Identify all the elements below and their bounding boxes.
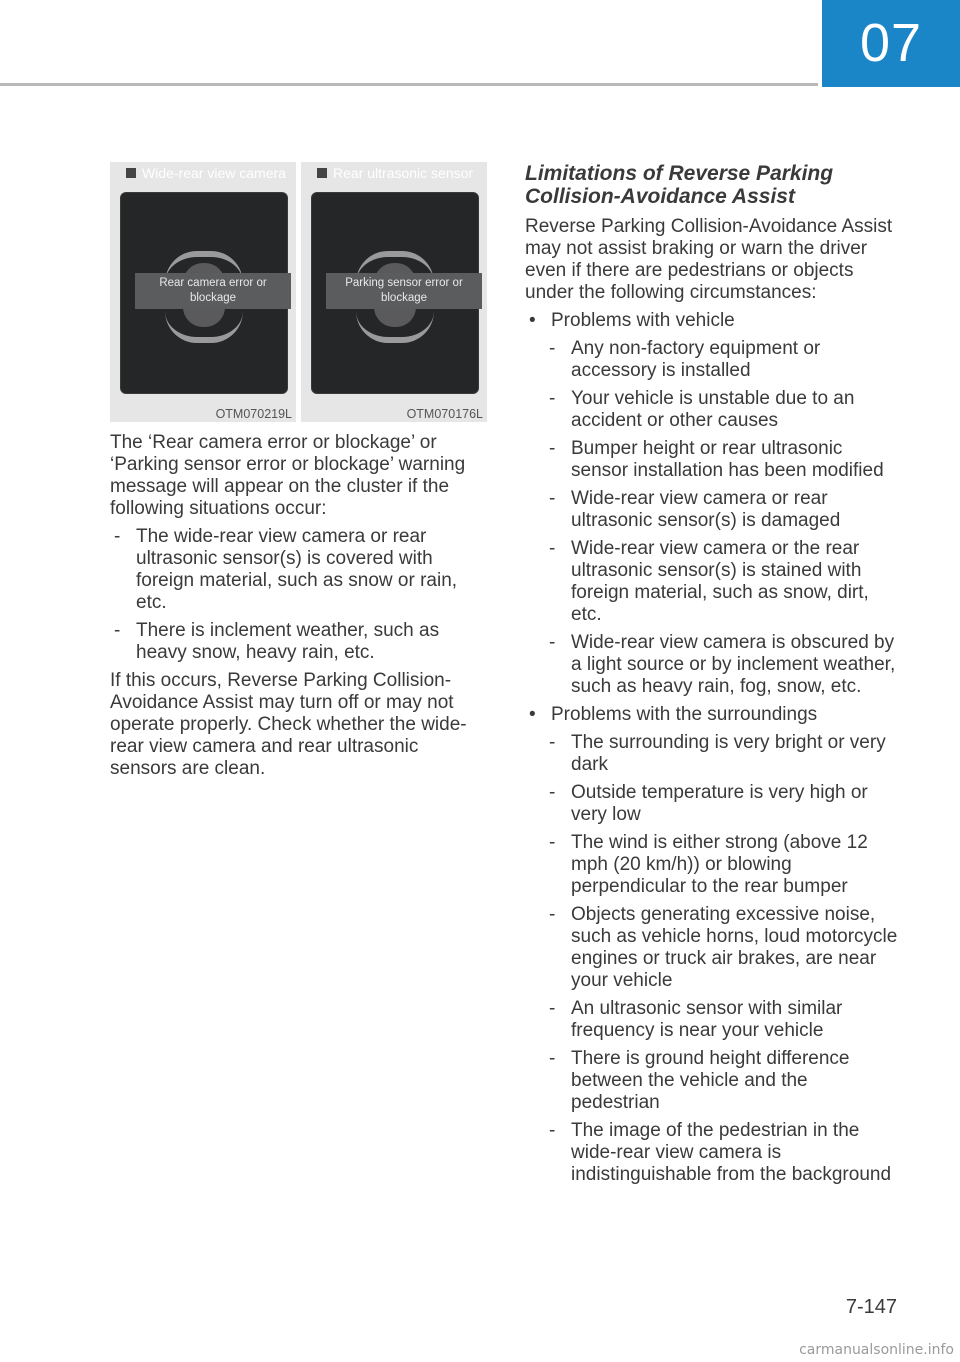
cluster-display bbox=[311, 192, 479, 394]
list-item: - Wide-rear view camera or the rear ultrasonic sensor(s) is stained with foreign material, such as snow, dirt, etc. bbox=[545, 538, 900, 626]
square-bullet-icon bbox=[317, 168, 327, 178]
figure-caption: Rear ultrasonic sensor bbox=[317, 166, 477, 181]
cluster-display bbox=[120, 192, 288, 394]
list-item: - There is ground height difference between the vehicle and the pedestrian bbox=[545, 1048, 900, 1114]
figure-rear-camera bbox=[110, 162, 296, 422]
list-item: - Objects generating excessive noise, such as vehicle horns, loud motorcycle engines or truck air brakes, are near your vehicle bbox=[545, 904, 900, 992]
warning-message: Rear camera error or blockage bbox=[135, 273, 291, 309]
bullet-item: • Problems with vehicle bbox=[525, 310, 900, 332]
sensor-arc-icon bbox=[356, 311, 434, 343]
chapter-tab: 07 bbox=[822, 0, 960, 87]
section-heading: Limitations of Reverse Parking Collision-Avoidance Assist bbox=[525, 162, 834, 208]
list-item: - Wide-rear view camera is obscured by a light source or by inclement weather, such as heavy rain, fog, snow, etc. bbox=[545, 632, 900, 698]
list-item: - Wide-rear view camera or rear ultrasonic sensor(s) is damaged bbox=[545, 488, 900, 532]
watermark: carmanualsonline.info bbox=[799, 1342, 954, 1358]
warning-message: Parking sensor error or blockage bbox=[326, 273, 482, 309]
paragraph-intro: Reverse Parking Collision-Avoidance Assist may not assist braking or warn the driver even if there are pedestrians or objects under the following circumstances: bbox=[525, 216, 893, 303]
list-item: - Any non-factory equipment or accessory is installed bbox=[545, 338, 900, 382]
left-column bbox=[110, 432, 480, 786]
paragraph-outro: If this occurs, Reverse Parking Collision-Avoidance Assist may turn off or may not operate properly. Check whether the wide-rear view camera and rear ultrasonic sensors are clean. bbox=[110, 670, 467, 779]
list-item: - The surrounding is very bright or very dark bbox=[545, 732, 900, 776]
list-item: - The wind is either strong (above 12 mph (20 km/h)) or blowing perpendicular to the rear bumper bbox=[545, 832, 900, 898]
figure-code: OTM070176L bbox=[406, 407, 483, 421]
bullet-item: • Problems with the surroundings bbox=[525, 704, 900, 726]
figure-caption: Wide-rear view camera bbox=[126, 166, 286, 181]
list-item: - Bumper height or rear ultrasonic sensor installation has been modified bbox=[545, 438, 900, 482]
sensor-arc-icon bbox=[165, 311, 243, 343]
list-item: - An ultrasonic sensor with similar frequency is near your vehicle bbox=[545, 998, 900, 1042]
figure-ultrasonic-sensor bbox=[301, 162, 487, 422]
page-number: 7-147 bbox=[845, 1296, 897, 1318]
figure-code: OTM070219L bbox=[215, 407, 292, 421]
list-item: - The wide-rear view camera or rear ultrasonic sensor(s) is covered with foreign material, such as snow or rain, etc. bbox=[110, 526, 480, 614]
square-bullet-icon bbox=[126, 168, 136, 178]
list-item: - Your vehicle is unstable due to an accident or other causes bbox=[545, 388, 900, 432]
list-item: - The image of the pedestrian in the wide-rear view camera is indistinguishable from the background bbox=[545, 1120, 900, 1186]
header-rule bbox=[0, 83, 818, 86]
paragraph-intro: The ‘Rear camera error or blockage’ or ‘Parking sensor error or blockage’ warning message will appear on the cluster if the following situations occur: bbox=[110, 432, 466, 519]
list-item: - There is inclement weather, such as heavy snow, heavy rain, etc. bbox=[110, 620, 480, 664]
list-item: - Outside temperature is very high or very low bbox=[545, 782, 900, 826]
right-column bbox=[525, 162, 900, 1192]
